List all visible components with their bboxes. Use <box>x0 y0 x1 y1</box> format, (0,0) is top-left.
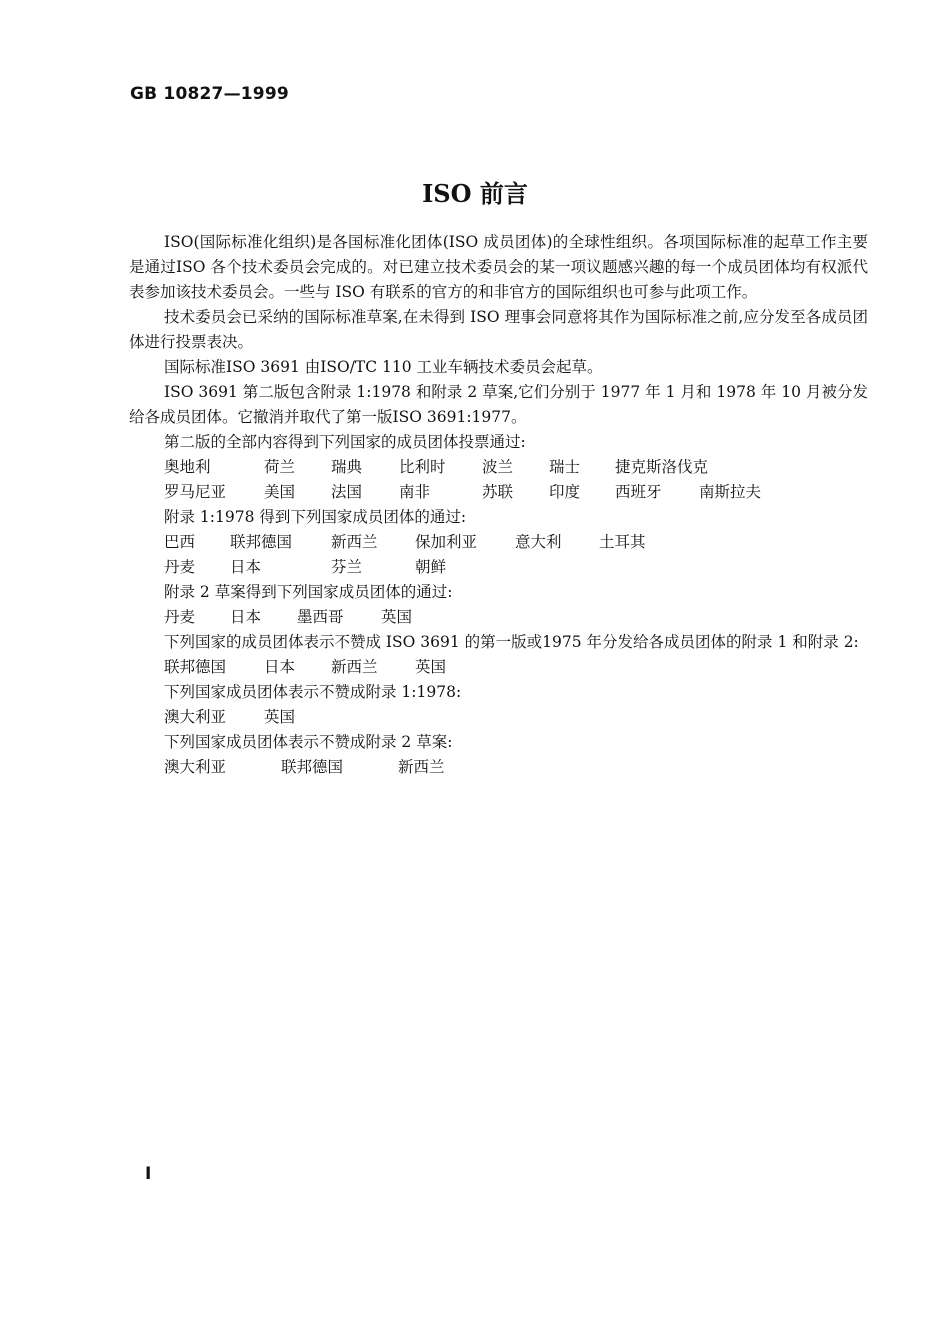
country-name: 瑞典 <box>331 458 363 476</box>
country-name: 日本 <box>230 558 262 576</box>
paragraph-approval-annex2: 附录 2 草案得到下列国家成员团体的通过: <box>164 583 453 601</box>
paragraph-voting: 技术委员会已采纳的国际标准草案,在未得到 ISO 理事会同意将其作为国际标准之前,应分发至各成员团体进行投票表决。 <box>129 308 868 351</box>
country-name: 奥地利 <box>164 458 211 476</box>
country-name: 意大利 <box>515 533 562 551</box>
country-name: 芬兰 <box>331 558 363 576</box>
country-name: 新西兰 <box>331 533 378 551</box>
country-row-second-edition-1 <box>129 455 868 480</box>
paragraph-disapproval-annex2: 下列国家成员团体表示不赞成附录 2 草案: <box>164 733 453 751</box>
paragraph-drafting: 国际标准ISO 3691 由ISO/TC 110 工业车辆技术委员会起草。 <box>164 358 603 376</box>
country-name: 波兰 <box>482 458 514 476</box>
country-name: 荷兰 <box>264 458 296 476</box>
country-name: 澳大利亚 <box>164 708 227 726</box>
country-name: 西班牙 <box>615 483 662 501</box>
paragraph-approval-annex1: 附录 1:1978 得到下列国家成员团体的通过: <box>164 508 467 526</box>
country-name: 苏联 <box>482 483 514 501</box>
country-name: 英国 <box>264 708 296 726</box>
page-title: ISO 前言 <box>422 179 528 208</box>
country-name: 联邦德国 <box>230 533 293 551</box>
paragraph-approval-second-edition: 第二版的全部内容得到下列国家的成员团体投票通过: <box>164 433 526 451</box>
country-name: 法国 <box>331 483 363 501</box>
country-name: 南非 <box>399 483 431 501</box>
country-name: 新西兰 <box>398 758 445 776</box>
document-code: GB 10827—1999 <box>130 84 289 104</box>
country-name: 丹麦 <box>164 558 196 576</box>
country-row-annex1-2 <box>129 555 868 580</box>
country-row-annex2 <box>129 605 868 630</box>
country-name: 朝鲜 <box>415 558 447 576</box>
country-name: 丹麦 <box>164 608 196 626</box>
country-name: 印度 <box>549 483 581 501</box>
country-name: 土耳其 <box>599 533 646 551</box>
country-name: 联邦德国 <box>164 658 227 676</box>
country-name: 巴西 <box>164 533 196 551</box>
country-name: 墨西哥 <box>297 608 344 626</box>
paragraph-iso-intro: ISO(国际标准化组织)是各国标准化团体(ISO 成员团体)的全球性组织。各项国际标准的起草工作主要是通过ISO 各个技术委员会完成的。对已建立技术委员会的某一项议题感兴趣的每一个成员团体均有权派代表参加该技术委员会。一些与 ISO 有联系的官方的和非官方的国际组织也可参与此项工作。 <box>129 233 868 301</box>
country-name: 罗马尼亚 <box>164 483 227 501</box>
country-name: 日本 <box>264 658 296 676</box>
country-row-annex1-1 <box>129 530 868 555</box>
country-name: 日本 <box>230 608 262 626</box>
country-name: 美国 <box>264 483 296 501</box>
paragraph-second-edition: ISO 3691 第二版包含附录 1:1978 和附录 2 草案,它们分别于 1977 年 1 月和 1978 年 10 月被分发给各成员团体。它撤消并取代了第一版ISO 3691:1977。 <box>129 383 868 426</box>
paragraph-disapproval-first: 下列国家的成员团体表示不赞成 ISO 3691 的第一版或1975 年分发给各成员团体的附录 1 和附录 2: <box>164 633 859 651</box>
country-row-disapprove-annex2 <box>129 755 868 780</box>
country-name: 新西兰 <box>331 658 378 676</box>
country-name: 捷克斯洛伐克 <box>615 458 709 476</box>
country-row-disapprove-first <box>129 655 868 680</box>
country-name: 英国 <box>381 608 413 626</box>
country-name: 澳大利亚 <box>164 758 227 776</box>
page-number: I <box>145 1164 152 1184</box>
country-row-second-edition-2 <box>129 480 868 505</box>
country-name: 英国 <box>415 658 447 676</box>
country-name: 瑞士 <box>549 458 581 476</box>
country-name: 比利时 <box>399 458 446 476</box>
country-row-disapprove-annex1 <box>129 705 868 730</box>
country-name: 联邦德国 <box>281 758 344 776</box>
country-name: 保加利亚 <box>415 533 478 551</box>
paragraph-disapproval-annex1: 下列国家成员团体表示不赞成附录 1:1978: <box>164 683 462 701</box>
foreword-body <box>129 230 868 780</box>
country-name: 南斯拉夫 <box>699 483 762 501</box>
